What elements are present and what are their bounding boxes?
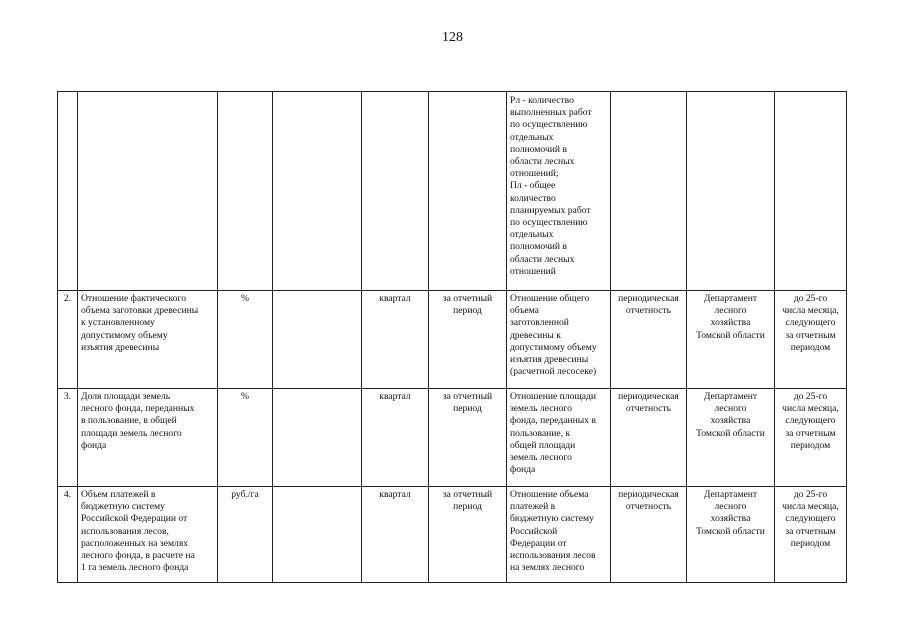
cell-responsible: Департамент лесного хозяйства Томской области bbox=[687, 486, 775, 582]
cell-period-type: за отчетный период bbox=[429, 290, 507, 388]
cell-source: периодическая отчетность bbox=[611, 290, 687, 388]
table-row bbox=[58, 290, 846, 389]
cell-source bbox=[611, 92, 687, 290]
table-row bbox=[58, 486, 846, 582]
cell-name: Отношение фактического объема заготовки древесины к установленному допустимому объему изъятия древесины bbox=[78, 290, 218, 388]
cell-unit: руб./га bbox=[218, 486, 273, 582]
cell-formula: Рл - количество выполненных работ по осуществлению отдельных полномочий в области лесных отношений; Пл - общее количество планируемых работ по осуществлению отдельных полномочий в области лесных отношений bbox=[507, 92, 611, 290]
cell-source: периодическая отчетность bbox=[611, 486, 687, 582]
cell-empty bbox=[273, 388, 362, 486]
table-row bbox=[58, 92, 846, 291]
cell-period-type: за отчетный период bbox=[429, 486, 507, 582]
cell-period bbox=[362, 92, 429, 290]
cell-name bbox=[78, 92, 218, 290]
cell-deadline: до 25-го числа месяца, следующего за отчетным периодом bbox=[782, 489, 839, 549]
cell-deadline bbox=[775, 92, 846, 290]
cell-num bbox=[58, 92, 78, 290]
cell-formula: Отношение площади земель лесного фонда, переданных в пользование, к общей площади земель лесного фонда bbox=[507, 388, 611, 486]
cell-name: Доля площади земель лесного фонда, переданных в пользование, в общей площади земель лесного фонда bbox=[78, 388, 218, 486]
cell-unit: % bbox=[218, 388, 273, 486]
cell-name: Объем платежей в бюджетную систему Российской Федерации от использования лесов, расположенных на землях лесного фонда, в расчете на 1 га земель лесного фонда bbox=[78, 486, 218, 582]
cell-formula: Отношение объема платежей в бюджетную систему Российской Федерации от использования лесов на землях лесного bbox=[507, 486, 611, 582]
cell-empty bbox=[273, 92, 362, 290]
cell-num: 3. bbox=[58, 388, 78, 486]
cell-period-type: за отчетный период bbox=[429, 388, 507, 486]
indicators-table bbox=[57, 91, 847, 583]
cell-formula: Отношение общего объема заготовленной древесины к допустимому объему изъятия древесины (расчетной лесосеке) bbox=[507, 290, 611, 388]
cell-deadline: до 25-го числа месяца, следующего за отчетным периодом bbox=[782, 391, 839, 451]
cell-period-type bbox=[429, 92, 507, 290]
cell-responsible bbox=[687, 92, 775, 290]
cell-deadline: до 25-го числа месяца, следующего за отчетным периодом bbox=[782, 293, 839, 353]
cell-empty bbox=[273, 486, 362, 582]
cell-num: 2. bbox=[58, 290, 78, 388]
cell-unit bbox=[218, 92, 273, 290]
cell-unit: % bbox=[218, 290, 273, 388]
page-number: 128 bbox=[442, 30, 463, 45]
cell-source: периодическая отчетность bbox=[611, 388, 687, 486]
cell-period: квартал bbox=[362, 388, 429, 486]
cell-period: квартал bbox=[362, 486, 429, 582]
cell-period: квартал bbox=[362, 290, 429, 388]
cell-empty bbox=[273, 290, 362, 388]
table-row bbox=[58, 388, 846, 487]
cell-responsible: Департамент лесного хозяйства Томской области bbox=[687, 388, 775, 486]
cell-responsible: Департамент лесного хозяйства Томской области bbox=[687, 290, 775, 388]
cell-num: 4. bbox=[58, 486, 78, 582]
